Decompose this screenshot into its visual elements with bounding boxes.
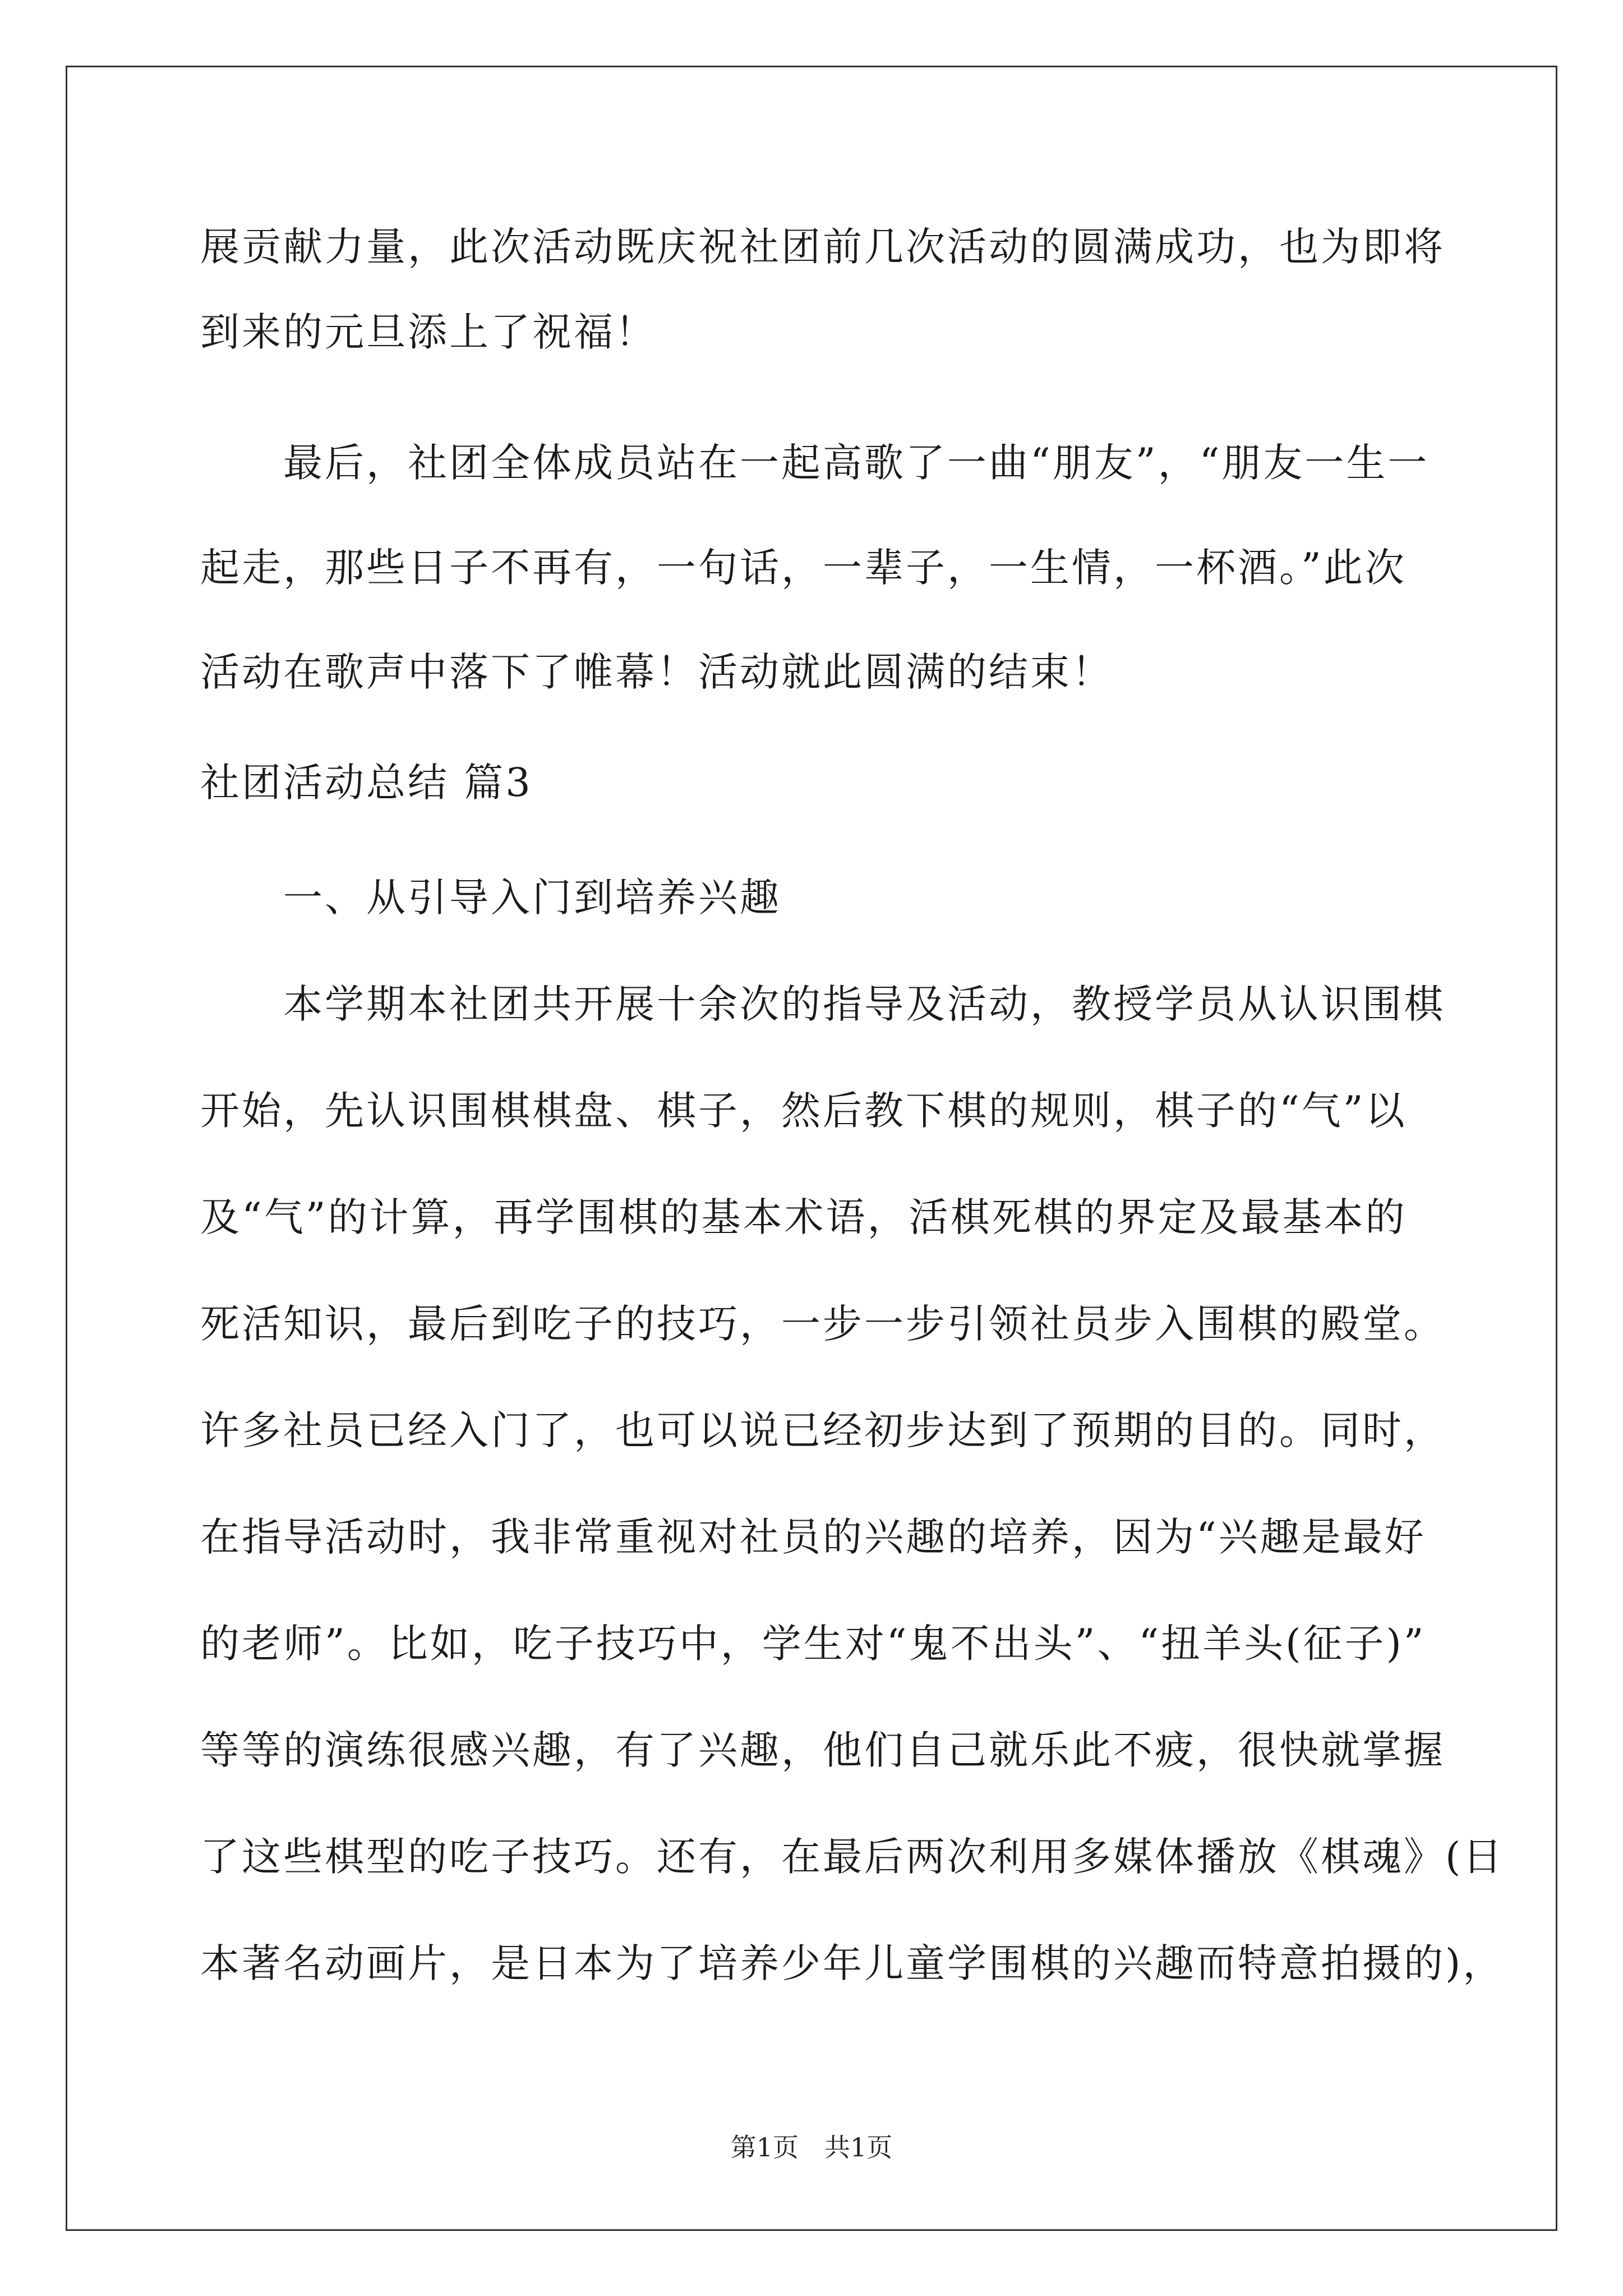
text-line: 了这些棋型的吃子技巧。还有，在最后两次利用多媒体播放《棋魂》(日 — [200, 1834, 1505, 1880]
text-line: 许多社员已经入门了，也可以说已经初步达到了预期的目的。同时， — [200, 1407, 1445, 1453]
section-heading: 社团活动总结 篇3 — [200, 760, 533, 806]
text-line: 的老师”。比如，吃子技巧中，学生对“鬼不出头”、“扭羊头(征子)” — [200, 1621, 1426, 1667]
page-footer — [0, 2134, 1623, 2160]
text-line: 活动在歌声中落下了帷幕！活动就此圆满的结束！ — [200, 649, 1113, 695]
subsection-heading: 一、从引导入门到培养兴趣 — [200, 875, 781, 921]
text-line: 等等的演练很感兴趣，有了兴趣，他们自己就乐此不疲，很快就掌握 — [200, 1727, 1445, 1773]
text-line: 到来的元旦添上了祝福！ — [200, 309, 657, 355]
text-line: 开始，先认识围棋棋盘、棋子，然后教下棋的规则，棋子的“气”以 — [200, 1088, 1407, 1134]
text-line: 起走，那些日子不再有，一句话，一辈子，一生情，一杯酒。”此次 — [200, 545, 1407, 591]
page-border — [66, 66, 1557, 2231]
text-line: 死活知识，最后到吃子的技巧，一步一步引领社员步入围棋的殿堂。 — [200, 1301, 1445, 1347]
page-number: 第1页 共1页 — [730, 2132, 893, 2162]
text-line: 本著名动画片，是日本为了培养少年儿童学围棋的兴趣而特意拍摄的)， — [200, 1940, 1505, 1986]
text-line: 在指导活动时，我非常重视对社员的兴趣的培养，因为“兴趣是最好 — [200, 1514, 1426, 1560]
text-line: 本学期本社团共开展十余次的指导及活动，教授学员从认识围棋 — [200, 981, 1445, 1027]
text-line: 最后，社团全体成员站在一起高歌了一曲“朋友”，“朋友一生一 — [200, 440, 1430, 486]
text-line: 及“气”的计算，再学围棋的基本术语，活棋死棋的界定及最基本的 — [200, 1194, 1407, 1240]
text-line: 展贡献力量，此次活动既庆祝社团前几次活动的圆满成功，也为即将 — [200, 224, 1445, 270]
